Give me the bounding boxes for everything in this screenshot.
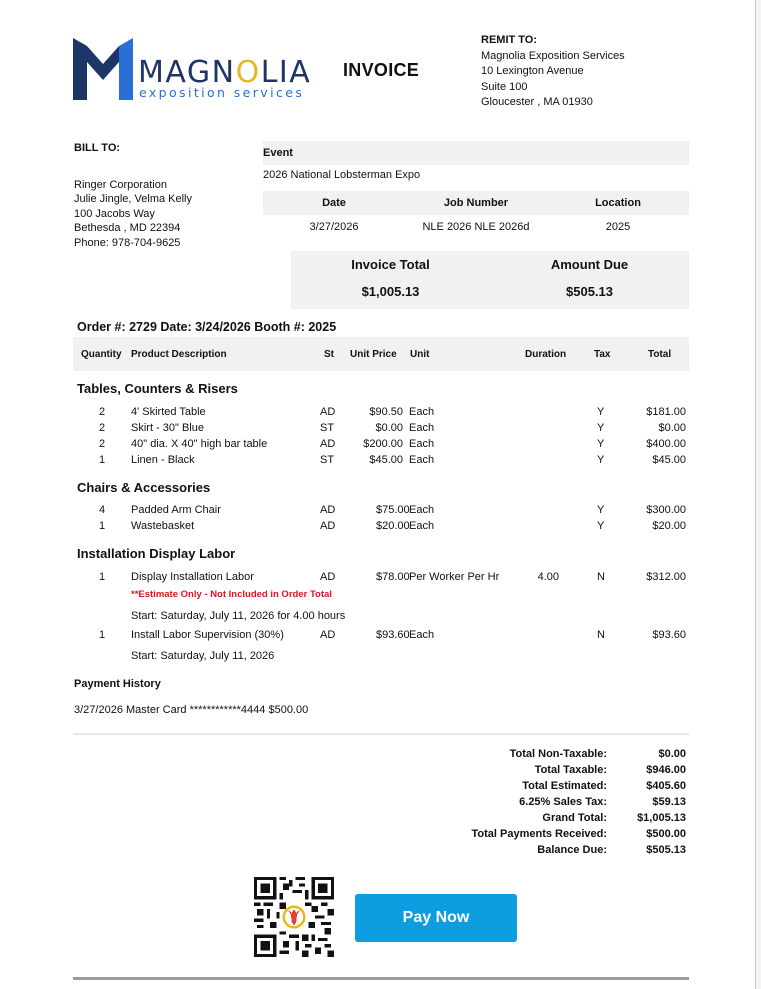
category-heading: Installation Display Labor — [77, 546, 236, 561]
start-note: Start: Saturday, July 11, 2026 — [131, 650, 275, 662]
start-note: Start: Saturday, July 11, 2026 for 4.00 hours — [131, 610, 346, 622]
payment-history-label: Payment History — [74, 678, 161, 690]
amount-due-value: $505.13 — [566, 284, 613, 299]
item-st: AD — [320, 406, 336, 418]
table-row — [73, 422, 689, 436]
item-unit-price: $75.00 — [376, 504, 410, 516]
item-duration: 4.00 — [537, 571, 559, 583]
description-header: Product Description — [131, 349, 227, 360]
location-value: 2025 — [605, 221, 631, 233]
remit-line: Gloucester , MA 01930 — [481, 96, 593, 108]
bill-to-line: 100 Jacobs Way — [74, 207, 155, 220]
summary-value: $405.60 — [646, 780, 686, 792]
event-info-row — [263, 219, 689, 235]
remit-to-block — [481, 33, 625, 111]
bill-to-line: Phone: 978-704-9625 — [74, 236, 181, 249]
scrollbar-track[interactable] — [756, 0, 761, 989]
magnolia-logo — [73, 38, 313, 100]
date-value: 3/27/2026 — [309, 221, 359, 233]
line-items-header — [73, 337, 689, 371]
event-label: Event — [263, 147, 293, 159]
logo-m-icon — [73, 38, 137, 100]
summary-label: Grand Total: — [542, 812, 607, 824]
summary-value: $0.00 — [658, 748, 686, 760]
tax-header: Tax — [594, 349, 611, 360]
summary-label: 6.25% Sales Tax: — [519, 796, 607, 808]
item-total: $181.00 — [646, 406, 686, 418]
logo-tagline: exposition services — [139, 85, 305, 100]
location-header: Location — [595, 197, 641, 209]
summary-value: $59.13 — [652, 796, 686, 808]
item-unit-price: $45.00 — [369, 454, 403, 466]
item-unit-price: $93.60 — [376, 629, 410, 641]
bill-to-block — [74, 178, 192, 250]
item-qty: 1 — [98, 571, 106, 583]
bottom-divider — [73, 977, 689, 980]
logo-wordmark: MAGNOLIA — [138, 55, 312, 90]
item-qty: 1 — [98, 629, 106, 641]
table-row — [73, 520, 689, 534]
estimate-warning: **Estimate Only - Not Included in Order Total — [131, 589, 332, 600]
unit-header: Unit — [410, 349, 430, 360]
table-row — [73, 504, 689, 518]
item-total: $300.00 — [646, 504, 686, 516]
item-total: $312.00 — [646, 571, 686, 583]
item-tax: N — [597, 629, 605, 641]
item-tax: Y — [597, 504, 605, 516]
item-unit: Each — [409, 454, 435, 466]
remit-to-label: REMIT TO: — [481, 34, 538, 46]
item-tax: N — [597, 571, 605, 583]
item-st: ST — [320, 422, 335, 434]
pay-now-button[interactable]: Pay Now — [355, 894, 517, 942]
quantity-header: Quantity — [81, 349, 122, 360]
item-qty: 2 — [98, 422, 106, 434]
table-row — [73, 629, 689, 643]
item-unit: Per Worker Per Hr — [409, 571, 500, 583]
table-row — [73, 406, 689, 420]
item-tax: Y — [597, 438, 605, 450]
summary-label: Total Taxable: — [534, 764, 607, 776]
page-title: INVOICE — [343, 60, 420, 80]
item-tax: Y — [597, 406, 605, 418]
summary-row — [440, 794, 689, 810]
item-st: AD — [320, 629, 336, 641]
item-description: Wastebasket — [131, 520, 195, 532]
item-description: Padded Arm Chair — [131, 504, 221, 516]
category-heading: Chairs & Accessories — [77, 480, 211, 495]
table-row — [73, 571, 689, 585]
item-st: AD — [320, 438, 336, 450]
item-st: ST — [320, 454, 335, 466]
item-unit: Each — [409, 504, 435, 516]
amount-due — [490, 251, 689, 309]
item-total: $20.00 — [652, 520, 686, 532]
summary-row — [440, 746, 689, 762]
item-qty: 2 — [98, 438, 106, 450]
invoice-total — [291, 251, 490, 309]
item-unit-price: $90.50 — [369, 406, 403, 418]
item-description: Linen - Black — [131, 454, 195, 466]
summary-row — [440, 778, 689, 794]
amount-due-label: Amount Due — [550, 257, 629, 272]
item-description: Display Installation Labor — [131, 571, 254, 583]
item-unit-price: $78.00 — [376, 571, 410, 583]
divider — [73, 733, 689, 735]
item-st: AD — [320, 571, 336, 583]
item-tax: Y — [597, 422, 605, 434]
remit-line: Magnolia Exposition Services — [481, 49, 625, 62]
duration-header: Duration — [525, 349, 567, 360]
item-description: Install Labor Supervision (30%) — [131, 629, 284, 641]
summary-value: $1,005.13 — [637, 812, 686, 824]
payment-history-entry: 3/27/2026 Master Card ************4444 $500.00 — [74, 704, 309, 716]
bill-to-line: Ringer Corporation — [74, 179, 167, 191]
bill-to-line: Julie Jingle, Velma Kelly — [74, 193, 193, 206]
job-number-header: Job Number — [443, 197, 509, 209]
summary-value: $505.13 — [646, 844, 686, 856]
summary-value: $946.00 — [646, 764, 686, 776]
invoice-total-value: $1,005.13 — [361, 284, 420, 299]
job-number-value: NLE 2026 NLE 2026d — [422, 221, 530, 233]
item-tax: Y — [597, 454, 605, 466]
item-description: Skirt - 30" Blue — [131, 422, 204, 434]
summary-label: Total Payments Received: — [471, 828, 607, 840]
summary-row — [440, 842, 689, 858]
item-total: $45.00 — [652, 454, 686, 466]
item-st: AD — [320, 520, 336, 532]
item-qty: 4 — [98, 504, 106, 516]
item-unit: Each — [409, 422, 435, 434]
qr-code-icon[interactable] — [254, 877, 334, 957]
totals-summary — [440, 746, 689, 858]
summary-label: Total Estimated: — [522, 780, 607, 792]
item-unit: Each — [409, 629, 435, 641]
total-header: Total — [648, 349, 672, 360]
item-qty: 1 — [98, 454, 106, 466]
event-info-header — [263, 191, 689, 215]
item-unit-price: $200.00 — [363, 438, 403, 450]
invoice-total-label: Invoice Total — [351, 257, 430, 272]
item-description: 40" dia. X 40" high bar table — [131, 438, 268, 450]
item-total: $0.00 — [658, 422, 686, 434]
item-unit: Each — [409, 438, 435, 450]
bill-to-label: BILL TO: — [74, 142, 121, 154]
item-tax: Y — [597, 520, 605, 532]
st-header: St — [324, 349, 334, 360]
remit-line: Suite 100 — [481, 80, 528, 93]
invoice-totals-box — [291, 251, 689, 309]
item-st: AD — [320, 504, 336, 516]
table-row — [73, 438, 689, 452]
order-info: Order #: 2729 Date: 3/24/2026 Booth #: 2025 — [77, 320, 337, 334]
event-header — [263, 141, 689, 165]
category-heading: Tables, Counters & Risers — [77, 381, 238, 396]
summary-row — [440, 826, 689, 842]
remit-line: 10 Lexington Avenue — [481, 65, 584, 77]
event-name: 2026 National Lobsterman Expo — [263, 169, 421, 181]
summary-row — [440, 762, 689, 778]
summary-value: $500.00 — [646, 828, 686, 840]
item-unit-price: $0.00 — [375, 422, 403, 434]
item-total: $93.60 — [652, 629, 686, 641]
date-header: Date — [322, 197, 346, 209]
bill-to-line: Bethesda , MD 22394 — [74, 222, 181, 235]
table-row — [73, 454, 689, 468]
item-qty: 2 — [98, 406, 106, 418]
item-description: 4' Skirted Table — [131, 406, 206, 418]
summary-label: Total Non-Taxable: — [509, 748, 607, 760]
item-total: $400.00 — [646, 438, 686, 450]
item-qty: 1 — [98, 520, 106, 532]
item-unit: Each — [409, 406, 435, 418]
summary-label: Balance Due: — [537, 844, 607, 856]
item-unit: Each — [409, 520, 435, 532]
item-unit-price: $20.00 — [376, 520, 410, 532]
unit-price-header: Unit Price — [350, 349, 397, 360]
summary-row — [440, 810, 689, 826]
